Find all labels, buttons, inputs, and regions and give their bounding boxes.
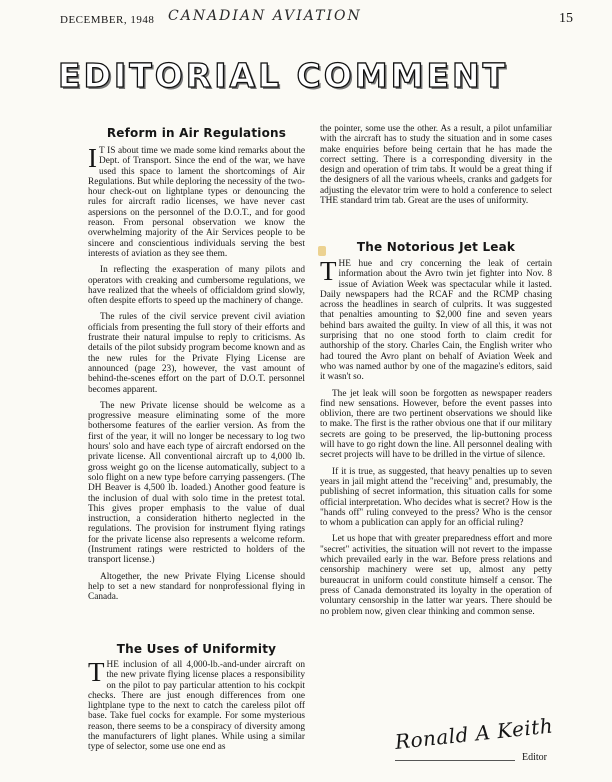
drop-cap: T [320, 256, 337, 286]
editor-title: Editor [522, 752, 547, 763]
jetleak-heading: The Notorious Jet Leak [356, 240, 516, 254]
reform-paragraph-1-text: T IS about time we made some kind remarks about the Dept. of Transport. Since the end of the war, we have used this space to lament the shortcomings of Air Regulations. But while deploring the necessity of the two-hour check-out on lightplane types or denouncing the rules for aircraft radio licenses, we have never cast aspersions on the personnel of the D.O.T., and for good reason. From personal observation we know the overwhelming majority of the Air Services people to be sincere and conscientious individuals serving the best interests of aviation as they see them. [88, 146, 305, 259]
reform-paragraph-3: The rules of the civil service prevent civil aviation officials from presenting the full story of their efforts and frustrate their natural impulse to reply to criticisms. As details of the pilot subsidy program become known and as the new rules for the Private Flying License are announced (page 23), however, the vast amount of behind-the-scenes effort on the part of D.O.T. personnel becomes apparent. [88, 312, 305, 395]
issue-date: DECEMBER, 1948 [60, 14, 155, 26]
uniformity-paragraph-1 [88, 657, 305, 753]
uniformity-article [88, 657, 305, 759]
reform-paragraph-2: In reflecting the exasperation of many pilots and operators with creaking and cumbersome regulations, we have realized that the wheels of officialdom grind slowly, often despite efforts to speed up the machinery of change. [88, 265, 305, 307]
reform-heading: Reform in Air Regulations [106, 126, 287, 140]
page-number: 15 [559, 11, 573, 26]
drop-cap: I [88, 143, 97, 173]
jetleak-paragraph-3: If it is true, as suggested, that heavy penalties up to seven years in jail might attend the "receiving" and, presumably, the publishing of secret information, this situation calls for some official interpretation. Who decides what is secret? How is the "hands off" ruling conveyed to the press? Who is the censor to whom a publication can apply for an official ruling? [320, 466, 552, 529]
drop-cap: T [88, 657, 105, 687]
reform-paragraph-1 [88, 143, 305, 259]
reform-heading-block [88, 126, 305, 140]
uniformity-heading: The Uses of Uniformity [116, 642, 277, 656]
uniformity-paragraph-continued: the pointer, some use the other. As a result, a pilot unfamiliar with the aircraft has to study the situation and in some cases make enquiries before being certain that he has made the correct setting. There is a corresponding diversity in the design and operation of trim tabs. It would be a great thing if the designers of all the various wheels, cranks and gadgets for adjusting the elevator trim were to hold a conference to select THE standard trim tab. Great are the uses of uniformity. [320, 124, 552, 207]
uniformity-continued [320, 124, 552, 212]
jetleak-paragraph-1-text: HE hue and cry concerning the leak of certain information about the Avro twin jet fighter into Nov. 8 issue of Aviation Week was spectacular while it lasted. Daily newspapers had the RCAF and the RCMP chasing across the headlines in search of culprits. It was suggested that penalties amounting to $2,000 fine and seven years behind bars awaited the guilty. In view of all this, it was not surprising that no one stood forth to claim credit for authorship of the story. Charles Cain, the English writer who had toured the Avro plant on behalf of Aviation Week and who was named author by one of the magazine's editors, said it wasn't so. [320, 259, 552, 383]
signature-underline [395, 760, 515, 761]
editorial-comment-banner: EDITORIAL COMMENT [58, 55, 509, 95]
jetleak-article [320, 256, 552, 623]
reform-paragraph-4: The new Private license should be welcome as a progressive measure eliminating some of the more bothersome features of the earlier version. As from the first of the year, it will no longer be necessary to log two hours' solo and have each type of aircraft endorsed on the private license. All conventional aircraft up to 4,000 lb. gross weight go on the license automatically, subject to a solo flight on a new type before carrying passengers. (The DH Beaver is 4,500 lb. loaded.) Another good feature is the inclusion of dual with solo time in the pretest total. This gives proper emphasis to the value of dual instruction, a consideration hitherto neglected in the regulations. The provision for instrument flying ratings for the private license also represents a welcome reform. (Instrument ratings were restricted to holders of the transport license.) [88, 400, 305, 566]
editor-signature: Ronald A Keith [393, 713, 555, 754]
uniformity-heading-block [88, 642, 305, 656]
handwritten-magazine-title: CANADIAN AVIATION [168, 8, 362, 24]
reform-article [88, 143, 305, 608]
jetleak-paragraph-2: The jet leak will soon be forgotten as newspaper readers find new sensations. However, before the event passes into oblivion, there are two pertinent observations we should like to make. The first is the rather obvious one that if our military secrets are going to be preserved, the lip-buttoning process will have to go right down the line. All personnel dealing with secret projects will have to be drilled in the virtue of silence. [320, 388, 552, 461]
jetleak-heading-block [320, 240, 552, 254]
jetleak-paragraph-1 [320, 256, 552, 383]
jetleak-paragraph-4: Let us hope that with greater preparedness effort and more "secret" activities, the situation will not revert to the impasse which prevailed early in the war. Before press relations and censorship machinery were set up, almost any petty bureaucrat in uniform could constitute himself a censor. The press of Canada demonstrated its loyalty in the operation of voluntary censorship in the latter war years. There should be no problem now, given clear thinking and common sense. [320, 534, 552, 617]
reform-paragraph-5: Altogether, the new Private Flying License should help to set a new standard for nonprofessional flying in Canada. [88, 571, 305, 603]
uniformity-paragraph-1-text: HE inclusion of all 4,000-lb.-and-under aircraft on the new private flying license places a responsibility on the pilot to pay particular attention to his cockpit checks. There are just enough differences from one lightplane type to the next to catch the careless pilot off base. Take fuel cocks for example. For some mysterious reason, there seems to be a conspiracy of diversity among the manufacturers of light planes. While using a similar type of selector, some use one end as [88, 660, 305, 753]
